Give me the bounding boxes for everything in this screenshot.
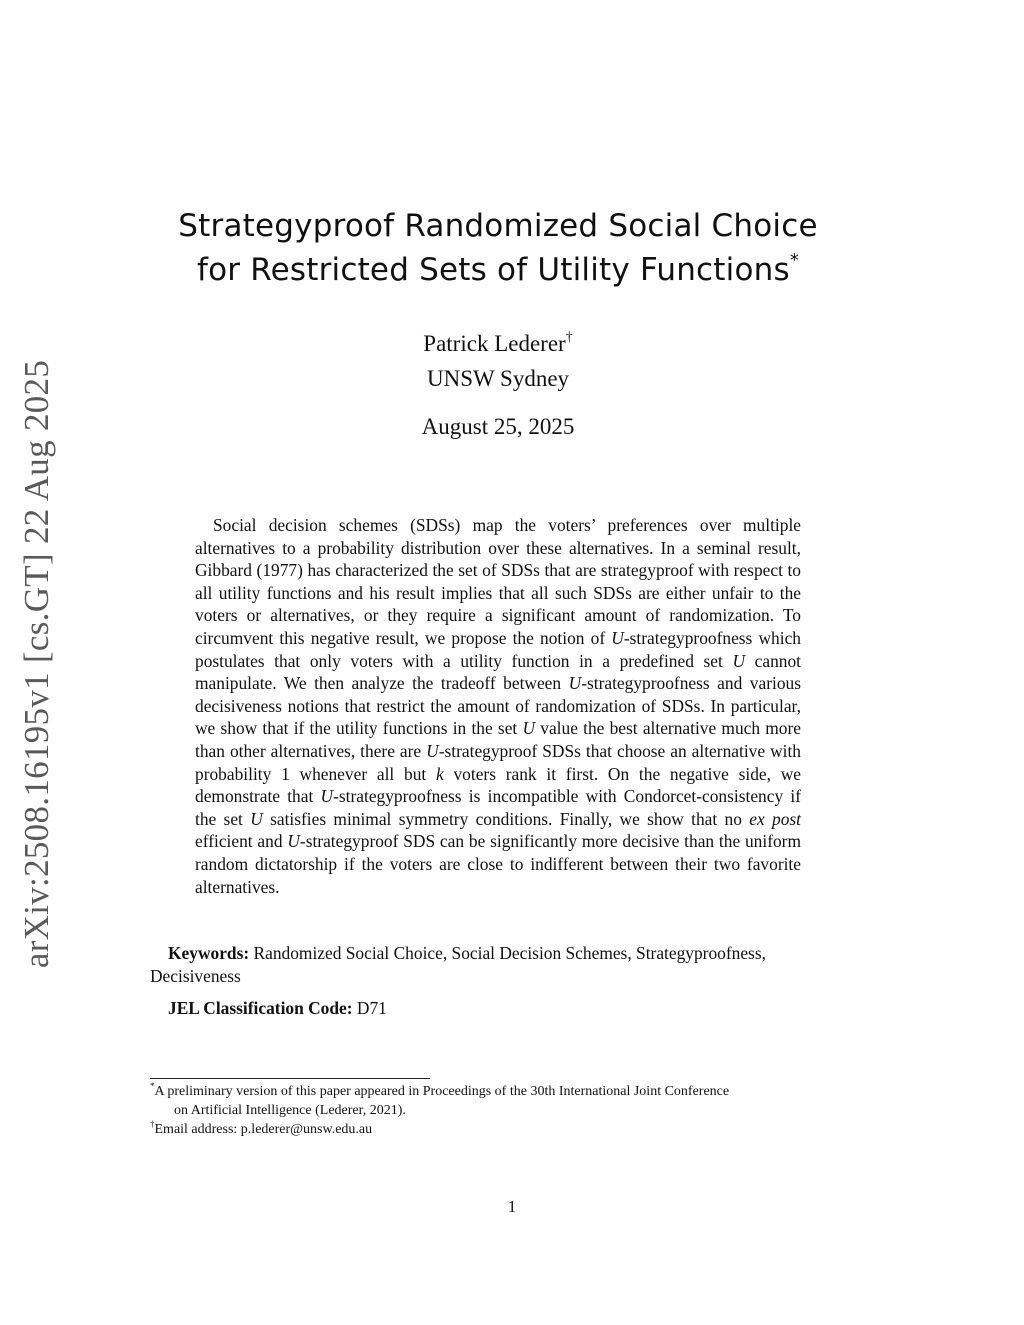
abstract-text: -strategyproofness and various decisiveness notions that restrict the amount of randomization of SDSs. In particular, we show that if the utility functions in the set: [195, 673, 801, 739]
abstract-text: cannot manipulate. We then analyze the tradeoff between: [195, 650, 801, 694]
author: [300, 327, 696, 361]
abstract-text: -strategyproofness is incompatible with Condorcet-consistency if the set: [195, 786, 802, 829]
jel-classification: [150, 997, 850, 1020]
math-U: U: [611, 627, 624, 648]
abstract-text: -strategyproof SDSs that choose an alternative with probability 1 whenever all but: [195, 740, 801, 784]
keywords: [150, 942, 850, 987]
publication-date: August 25, 2025: [421, 414, 575, 439]
abstract-text: -strategyproof SDS can be significantly more decisive than the uniform random dictatorship if the voters are close to indifferent between their two favorite alternatives.: [195, 831, 801, 897]
math-U: U: [250, 808, 263, 829]
footnote-1-text: A preliminary version of this paper appeared in Proceedings of the 30th International Joint Conference: [154, 1084, 730, 1099]
title-line-1: Strategyproof Randomized Social Choice: [178, 208, 818, 244]
abstract-text: efficient and: [195, 831, 288, 852]
title-line-2-text: for Restricted Sets of Utility Functions: [196, 252, 790, 288]
math-U: U: [522, 718, 536, 739]
footnotes: [150, 1082, 850, 1139]
jel-code: D71: [356, 998, 387, 1018]
math-U: U: [568, 673, 582, 694]
keywords-text: Randomized Social Choice, Social Decision Schemes, Strategyproofness, Decisiveness: [150, 943, 766, 986]
math-U: U: [732, 650, 746, 671]
footnote-rule: [150, 1078, 430, 1079]
math-U: U: [320, 786, 334, 807]
footnote-2-mark: †: [150, 1119, 155, 1129]
math-k: k: [435, 763, 444, 784]
author-name: Patrick Lederer: [423, 331, 566, 356]
title-line-2: [130, 248, 866, 292]
page-number: 1: [507, 1197, 517, 1216]
keywords-label: Keywords:: [168, 943, 250, 963]
paper-title: [130, 204, 866, 292]
abstract-text: -strategyproofness which postulates that only voters with a utility function in a predefined set: [195, 627, 801, 671]
author-footnote-mark: †: [565, 330, 573, 345]
abstract-text: satisfies minimal symmetry conditions. Finally, we show that no: [262, 808, 750, 829]
footnote-2-text: Email address: p.lederer@unsw.edu.au: [154, 1122, 373, 1137]
abstract-text: voters rank it first. On the negative side, we demonstrate that: [195, 763, 801, 807]
ex-post-italic: ex post: [749, 808, 801, 829]
affiliation: UNSW Sydney: [426, 366, 570, 391]
abstract-text: Social decision schemes (SDSs) map the voters’ preferences over multiple alternatives to a probability distribution over these alternatives. In a seminal result, Gibbard (1977) has characterized the set of SDSs that are strategyproof with respect to all utility functions and his result implies that all such SDSs are either unfair to the voters or alternatives, or they require a significant amount of randomization. To circumvent this negative result, we propose the notion of: [195, 515, 801, 648]
abstract: [195, 514, 801, 898]
footnote-1: [150, 1082, 850, 1120]
math-U: U: [287, 831, 300, 852]
footnote-2: [150, 1120, 850, 1139]
title-footnote-mark: *: [789, 250, 800, 271]
arxiv-identifier: arXiv:2508.16195v1 [cs.GT] 22 Aug 2025: [17, 359, 56, 969]
footnote-1-text-cont: on Artificial Intelligence (Lederer, 2021).: [174, 1103, 406, 1118]
jel-label: JEL Classification Code:: [168, 998, 353, 1018]
abstract-text: value the best alternative much more than other alternatives, there are: [195, 718, 801, 761]
math-U: U: [426, 740, 439, 761]
footnote-1-mark: *: [150, 1081, 155, 1091]
